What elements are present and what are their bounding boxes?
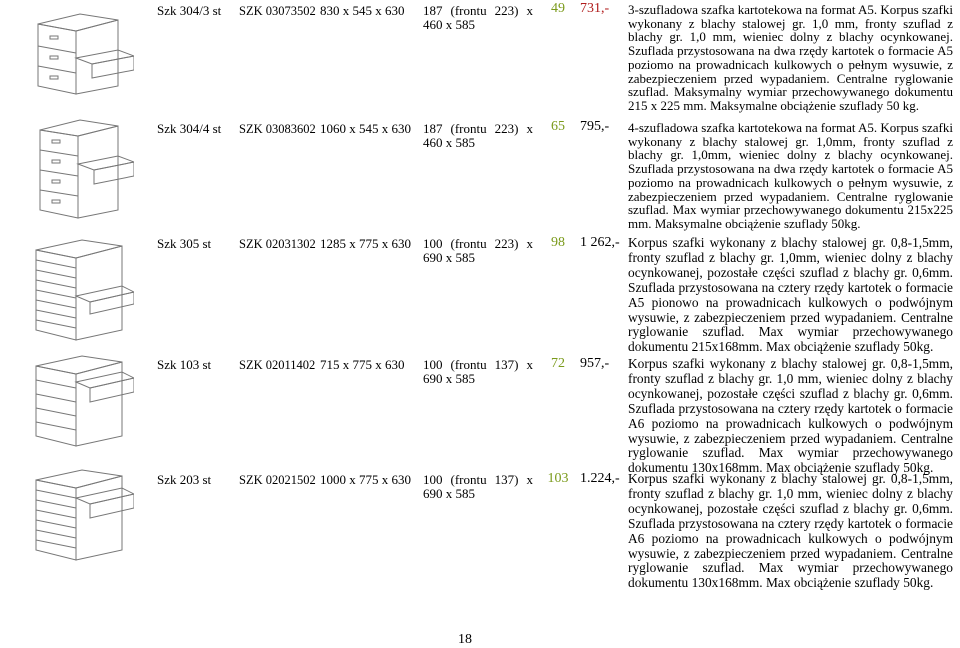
filing-cabinet-4-drawer-drawing: [18, 114, 134, 224]
cabinet-image: [18, 236, 134, 346]
weight-value: 49: [551, 1, 565, 16]
cabinet-image: [18, 352, 134, 452]
page-number: 18: [458, 632, 472, 647]
product-code: SZK 03083602: [239, 122, 316, 136]
filing-cabinet-medium-drawing: [18, 466, 134, 566]
drawer-dimensions: 187 (frontu 223) x 460 x 585: [423, 3, 533, 32]
weight-value: 72: [551, 356, 565, 371]
weight-value: 103: [547, 471, 569, 486]
filing-cabinet-short-drawing: [18, 352, 134, 452]
price: 795,-: [580, 119, 610, 134]
product-code: SZK 02011402: [239, 358, 316, 372]
filing-cabinet-wide-drawing: [18, 236, 134, 346]
product-dimensions: 830 x 545 x 630: [320, 3, 405, 18]
product-code: SZK 02021502: [239, 473, 316, 487]
product-code: SZK 02031302: [239, 237, 316, 251]
product-description: Korpus szafki wykonany z blachy stalowej gr. 0,8-1,5mm, fronty szuflad z blachy gr. 1,0 mm, wieniec dolny z blachy ocynkowanej, pozostałe części szuflad z blachy gr. 0,6mm. Szuflada przystosowana na cztery rzędy kartotek o formacie A6 poziomo na prowadnicach kulkowych o podwójnym wysuwie, z zabezpieczeniem przed wypadaniem. Centralne ryglowanie szuflad. Max wymiar przechowywanego dokumentu 130x168mm. Max obciążenie szuflady 50kg.: [628, 356, 953, 476]
weight-value: 65: [551, 119, 565, 134]
drawer-dimensions: 100 (frontu 137) x 690 x 585: [423, 472, 533, 501]
product-description: 4-szufladowa szafka kartotekowa na format A5. Korpus szafki wykonany z blachy stalowej gr. 1,0mm, fronty szuflad z blachy gr. 1,0mm, wieniec dolny z blachy ocynkowanej. Szuflada przystosowana na dwa rzędy kartotek o formacie A5 poziomo na prowadnicach kulkowych o pełnym wysuwie, z zabezpieczeniem przed wypadaniem. Centralne ryglowanie szuflad. Max wymiar przechowywanego dokumentu 215x225 mm. Maksymalne obciążenie szuflady 50kg.: [628, 120, 953, 231]
product-name: Szk 203 st: [157, 472, 212, 487]
product-name: Szk 103 st: [157, 357, 212, 372]
product-dimensions: 1285 x 775 x 630: [320, 236, 411, 251]
product-dimensions: 1000 x 775 x 630: [320, 472, 411, 487]
product-description: 3-szufladowa szafka kartotekowa na format A5. Korpus szafki wykonany z blachy stalowej gr. 1,0 mm, fronty szuflad z blachy gr. 1,0 mm, wieniec dolny z blachy ocynkowanej. Szuflada przystosowana na dwa rzędy kartotek o formacie A5 poziomo na prowadnicach kulkowych o pełnym wysuwie, z zabezpieczeniem przed wypadaniem. Centralne ryglowanie szuflad. Maksymalny wymiar przechowywanego dokumentu 215 x 225 mm. Maksymalne obciążenie szuflady 50 kg.: [628, 2, 953, 113]
drawer-dimensions: 100 (frontu 223) x 690 x 585: [423, 236, 533, 265]
weight-value: 98: [551, 235, 565, 250]
cabinet-image: [18, 466, 134, 566]
cabinet-image: [18, 114, 134, 224]
product-name: Szk 304/3 st: [157, 3, 222, 18]
product-description: Korpus szafki wykonany z blachy stalowej gr. 0,8-1,5mm, fronty szuflad z blachy gr. 1,0mm, wieniec dolny z blachy ocynkowanej, pozostałe części szuflad z blachy gr. 0,6mm. Szuflada przystosowana na cztery rzędy kartotek o formacie A5 pionowo na prowadnicach kulkowych o podwójnym wysuwie, z zabezpieczeniem przed wypadaniem. Centralne ryglowanie szuflad. Max wymiar przechowywanego dokumentu 215x168mm. Max obciążenie szuflady 50kg.: [628, 235, 953, 355]
product-dimensions: 1060 x 545 x 630: [320, 121, 411, 136]
price: 731,-: [580, 1, 610, 16]
price: 1.224,-: [580, 471, 620, 486]
price: 957,-: [580, 356, 610, 371]
product-dimensions: 715 x 775 x 630: [320, 357, 405, 372]
price: 1 262,-: [580, 235, 620, 250]
cabinet-image: [18, 6, 134, 106]
product-description: Korpus szafki wykonany z blachy stalowej gr. 0,8-1,5mm, fronty szuflad z blachy gr. 1,0 mm, wieniec dolny z blachy ocynkowanej, pozostałe części szuflad z blachy gr. 0,6mm. Szuflada przystosowana na cztery rzędy kartotek o formacie A6 poziomo na prowadnicach kulkowych o podwójnym wysuwie, z zabezpieczeniem przed wypadaniem. Centralne ryglowanie szuflad. Max wymiar przechowywanego dokumentu 130x168mm. Max obciążenie szuflady 50kg.: [628, 471, 953, 591]
product-code: SZK 03073502: [239, 4, 316, 18]
drawer-dimensions: 187 (frontu 223) x 460 x 585: [423, 121, 533, 150]
product-name: Szk 305 st: [157, 236, 212, 251]
drawer-dimensions: 100 (frontu 137) x 690 x 585: [423, 357, 533, 386]
product-name: Szk 304/4 st: [157, 121, 222, 136]
filing-cabinet-3-drawer-drawing: [18, 6, 134, 106]
